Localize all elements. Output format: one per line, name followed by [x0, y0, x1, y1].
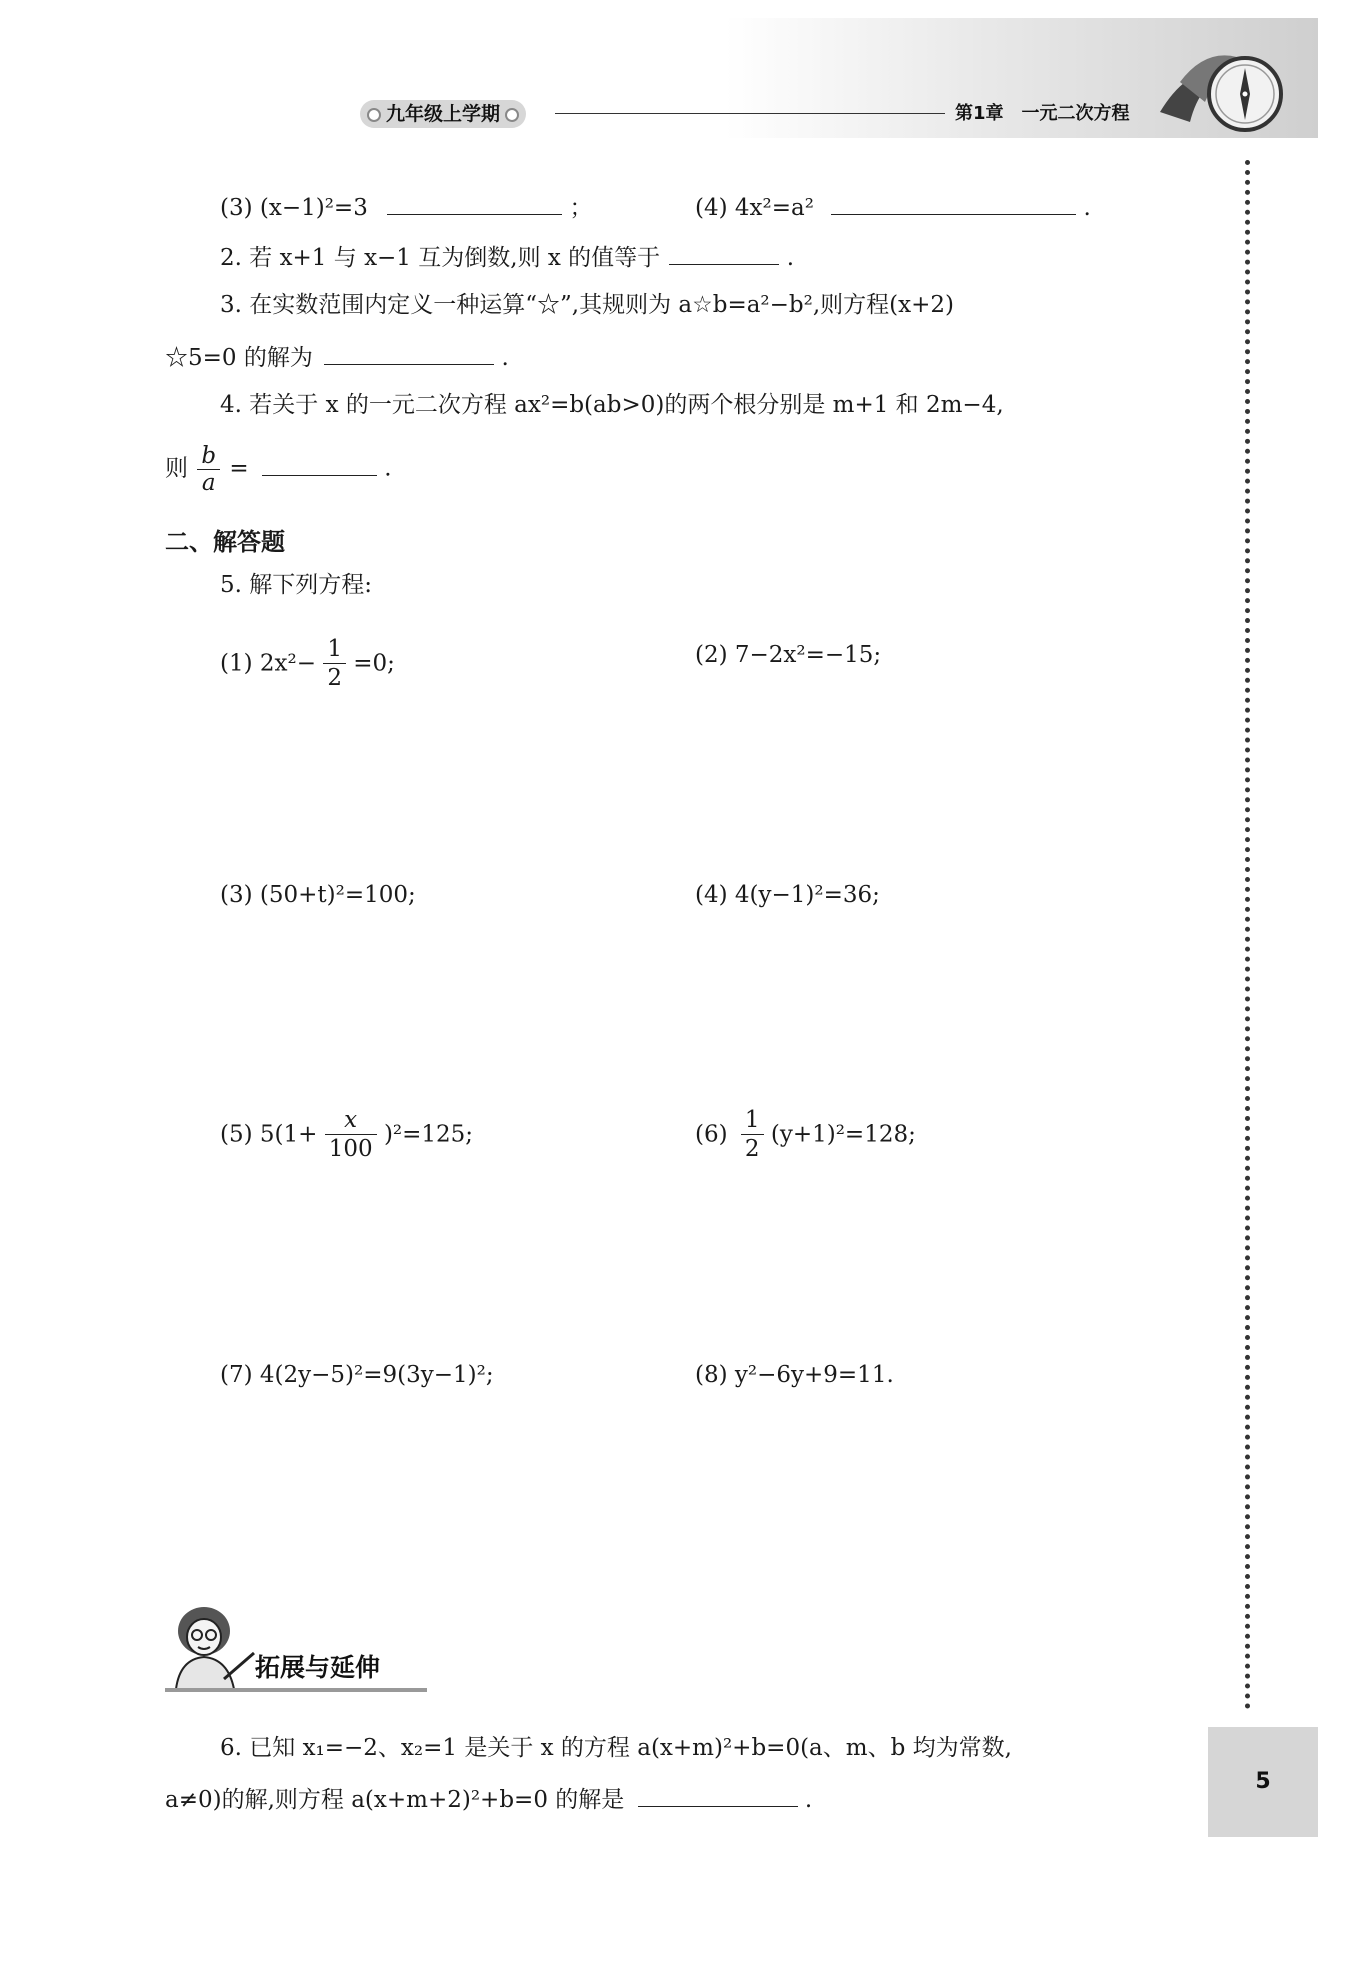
chapter-number: 第1章 — [955, 103, 1004, 124]
extension-title: 拓展与延伸 — [255, 1653, 381, 1682]
answer-blank[interactable] — [324, 340, 494, 365]
question-6-line1: 6. 已知 x₁=−2、x₂=1 是关于 x 的方程 a(x+m)²+b=0(a、m、b 均为常数, — [220, 1735, 1012, 1761]
equation-text: )²=125; — [383, 1121, 474, 1148]
fraction-numerator: 1 — [741, 1106, 764, 1135]
equation-3: (3) (50+t)²=100; — [220, 882, 416, 908]
header-rule — [555, 113, 945, 114]
punctuation: . — [786, 245, 795, 271]
equation-text: (1) 2x²− — [220, 650, 316, 677]
fraction-one-half — [741, 1106, 764, 1163]
equation-text: (6) — [695, 1121, 728, 1148]
section-heading: 二、解答题 — [165, 528, 285, 556]
question-4-line2 — [165, 443, 392, 496]
fraction-b-over-a — [197, 443, 220, 496]
answer-blank[interactable] — [387, 190, 562, 215]
answer-blank[interactable] — [262, 451, 377, 476]
punctuation: . — [1083, 195, 1091, 221]
equation-text: (y+1)²=128; — [770, 1121, 916, 1148]
equals-sign: = — [229, 455, 249, 482]
fraction-numerator: b — [197, 443, 220, 470]
question-3-line1: 3. 在实数范围内定义一种运算“☆”,其规则为 a☆b=a²−b²,则方程(x+2) — [220, 292, 955, 318]
question-2-text: 2. 若 x+1 与 x−1 互为倒数,则 x 的值等于 — [220, 245, 661, 271]
answer-blank[interactable] — [638, 1782, 798, 1807]
fraction-numerator: 1 — [323, 635, 346, 664]
fraction-denominator: 100 — [328, 1136, 373, 1162]
equation-5 — [220, 1106, 473, 1163]
margin-dotted-line — [1245, 160, 1250, 1710]
answer-blank[interactable] — [831, 190, 1076, 215]
question-1-3-text: (3) (x−1)²=3 — [220, 195, 368, 221]
equation-4: (4) 4(y−1)²=36; — [695, 882, 880, 908]
punctuation: ； — [569, 195, 593, 221]
question-1-4-text: (4) 4x²=a² — [695, 195, 814, 221]
question-6-line2 — [165, 1782, 812, 1815]
grade-label: 九年级上学期 — [360, 100, 526, 128]
question-1-4 — [695, 190, 1091, 223]
answer-blank[interactable] — [669, 240, 779, 265]
fraction-denominator: a — [201, 470, 216, 496]
question-6-text: a≠0)的解,则方程 a(x+m+2)²+b=0 的解是 — [165, 1787, 625, 1813]
equation-text: =0; — [353, 650, 395, 677]
chapter-title: 一元二次方程 — [1021, 103, 1130, 124]
fraction-x-over-100 — [325, 1106, 377, 1163]
equation-1 — [220, 635, 395, 692]
extension-rule — [165, 1688, 427, 1692]
question-1-3 — [220, 190, 592, 223]
question-5-intro: 5. 解下列方程: — [220, 572, 373, 598]
fraction-denominator: 2 — [327, 665, 342, 691]
page-tab — [1208, 1727, 1318, 1837]
equation-8: (8) y²−6y+9=11. — [695, 1362, 894, 1388]
page-number: 5 — [1255, 1769, 1271, 1794]
punctuation: . — [804, 1787, 813, 1813]
equation-2: (2) 7−2x²=−15; — [695, 642, 882, 668]
equation-text: (5) 5(1+ — [220, 1121, 318, 1148]
question-3-line2 — [165, 340, 509, 373]
question-3-text: ☆5=0 的解为 — [165, 345, 313, 371]
compass-icon — [1150, 42, 1290, 142]
equation-7: (7) 4(2y−5)²=9(3y−1)²; — [220, 1362, 494, 1388]
punctuation: . — [384, 455, 392, 482]
punctuation: . — [501, 345, 509, 371]
fraction-numerator: x — [325, 1106, 377, 1135]
question-2 — [220, 240, 794, 273]
fraction-one-half — [323, 635, 346, 692]
question-4-then: 则 — [165, 455, 188, 482]
question-4-line1: 4. 若关于 x 的一元二次方程 ax²=b(ab>0)的两个根分别是 m+1 和 2m−4, — [220, 392, 1004, 418]
equation-6 — [695, 1106, 916, 1163]
fraction-denominator: 2 — [744, 1136, 760, 1162]
chapter-heading — [955, 99, 1130, 125]
